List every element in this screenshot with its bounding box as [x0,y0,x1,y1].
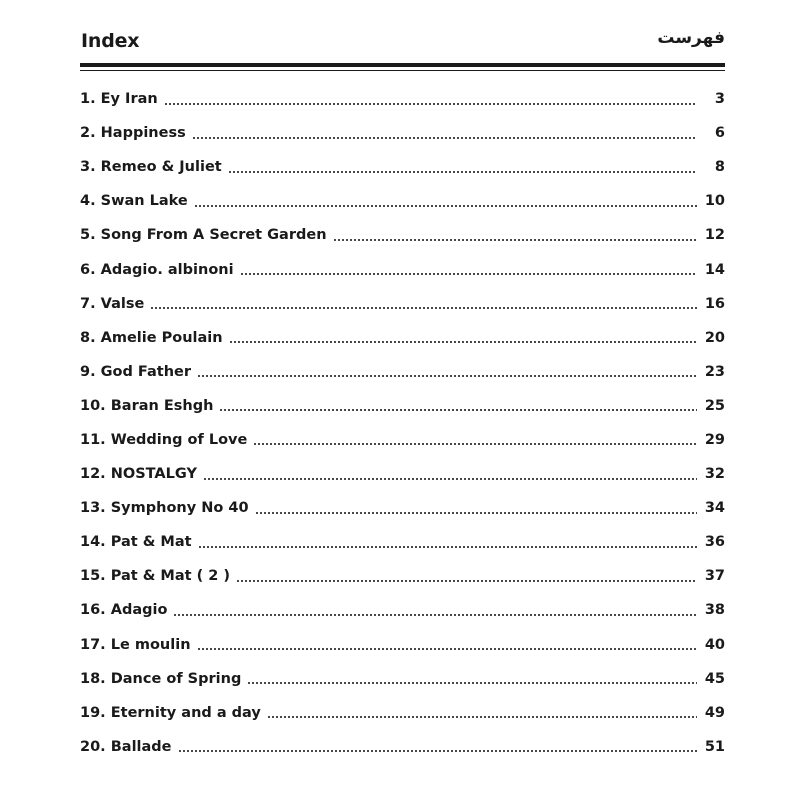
toc-entry-page: 38 [704,602,725,619]
toc-entry-title: 14. Pat & Mat [80,534,192,551]
toc-entry-title: 9. God Father [80,363,192,380]
dot-leader [247,682,697,684]
toc-entry [80,593,725,627]
dot-leader [333,239,697,241]
dot-leader [253,443,697,445]
dot-leader [192,137,697,139]
toc-entry-title: 20. Ballade [80,738,172,755]
dot-leader [240,273,697,275]
toc-entry-page: 6 [714,125,725,142]
toc-entry-page: 23 [704,363,725,380]
toc-entry [80,287,725,321]
toc-entry [80,355,725,389]
toc-entry-title: 17. Le moulin [80,636,191,653]
toc-entry-page: 10 [704,193,725,210]
toc-entry-title: 1. Ey Iran [80,91,158,108]
toc-entry-page: 32 [704,466,725,483]
toc-entry [80,150,725,184]
toc-entry [80,218,725,252]
toc-entry-title: 12. NOSTALGY [80,466,197,483]
toc-entry [80,525,725,559]
dot-leader [197,648,697,650]
toc-entry-page: 34 [704,500,725,517]
toc-entry-page: 14 [704,261,725,278]
header-rule-thin [80,70,725,71]
toc-entry-title: 4. Swan Lake [80,193,188,210]
dot-leader [219,409,697,411]
toc-entry [80,628,725,662]
toc-entry-page: 49 [704,704,725,721]
toc-entry-title: 5. Song From A Secret Garden [80,227,327,244]
toc-entry-title: 19. Eternity and a day [80,704,261,721]
toc-entry-page: 51 [704,738,725,755]
toc-entry-page: 40 [704,636,725,653]
toc-entry [80,423,725,457]
page-title-persian: فهرست [657,28,725,48]
table-of-contents [80,82,725,764]
toc-entry-page: 29 [704,431,725,448]
toc-entry-title: 11. Wedding of Love [80,431,248,448]
page-header [80,28,725,58]
toc-entry-title: 16. Adagio [80,602,168,619]
toc-entry [80,82,725,116]
dot-leader [267,716,697,718]
toc-entry-page: 45 [704,670,725,687]
toc-entry-page: 36 [704,534,725,551]
toc-entry [80,696,725,730]
toc-entry [80,491,725,525]
dot-leader [198,546,697,548]
toc-entry [80,184,725,218]
toc-entry-title: 7. Valse [80,295,145,312]
dot-leader [178,750,697,752]
dot-leader [194,205,697,207]
toc-entry-page: 8 [714,159,725,176]
toc-entry-title: 18. Dance of Spring [80,670,242,687]
dot-leader [150,307,697,309]
toc-entry [80,321,725,355]
header-rule-thick [80,63,725,67]
toc-entry-title: 8. Amelie Poulain [80,329,223,346]
toc-entry-title: 13. Symphony No 40 [80,500,249,517]
dot-leader [228,171,697,173]
dot-leader [164,103,697,105]
toc-entry-title: 15. Pat & Mat ( 2 ) [80,568,231,585]
toc-entry-title: 6. Adagio. albinoni [80,261,234,278]
toc-entry-page: 3 [714,91,725,108]
toc-entry [80,252,725,286]
dot-leader [236,580,697,582]
toc-entry-title: 10. Baran Eshgh [80,397,214,414]
toc-entry-page: 16 [704,295,725,312]
dot-leader [255,512,697,514]
toc-entry-title: 2. Happiness [80,125,186,142]
dot-leader [203,478,697,480]
toc-entry [80,457,725,491]
dot-leader [173,614,697,616]
toc-entry-page: 25 [704,397,725,414]
toc-entry [80,389,725,423]
page-title: Index [81,30,140,52]
toc-entry-title: 3. Remeo & Juliet [80,159,222,176]
toc-entry [80,559,725,593]
toc-entry-page: 37 [704,568,725,585]
toc-entry [80,116,725,150]
toc-entry-page: 20 [704,329,725,346]
dot-leader [197,375,697,377]
toc-entry [80,662,725,696]
toc-entry-page: 12 [704,227,725,244]
dot-leader [229,341,697,343]
toc-entry [80,730,725,764]
